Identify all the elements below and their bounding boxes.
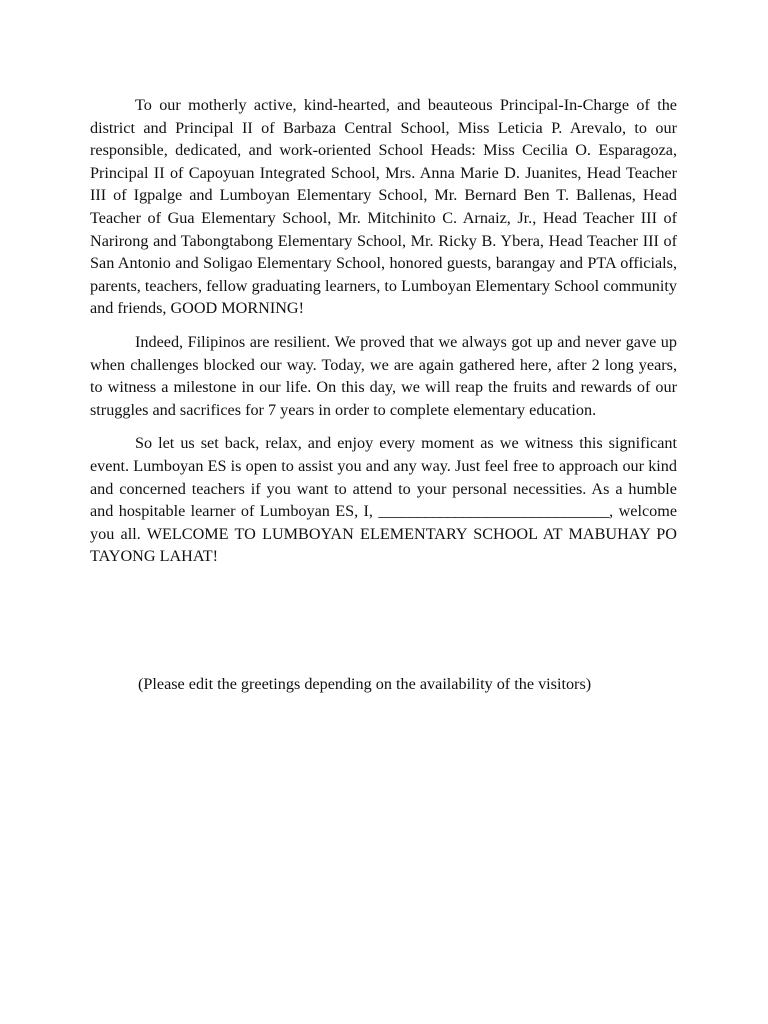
speech-body — [90, 94, 677, 579]
editor-note: (Please edit the greetings depending on the availability of the visitors) — [138, 675, 592, 693]
name-blank-line: ______________________________ — [378, 502, 610, 521]
greeting-paragraph: To our motherly active, kind-hearted, and beauteous Principal-In-Charge of the district and Principal II of Barbaza Central School, Miss Leticia P. Arevalo, to our responsible, dedicated, and work-oriented School Heads: Miss Cecilia O. Esparagoza, Principal II of Capoyuan Integrated School, Mrs. Anna Marie D. Juanites, Head Teacher III of Igpalge and Lumboyan Elementary School, Mr. Bernard Ben T. Ballenas, Head Teacher of Gua Elementary School, Mr. Mitchinito C. Arnaiz, Jr., Head Teacher III of Narirong and Tabongtabong Elementary School, Mr. Ricky B. Ybera, Head Teacher III of San Antonio and Soligao Elementary School, honored guests, barangay and PTA officials, parents, teachers, fellow graduating learners, to Lumboyan Elementary School community and friends, GOOD MORNING! — [90, 96, 677, 318]
resilience-paragraph: Indeed, Filipinos are resilient. We proved that we always got up and never gave up when challenges blocked our way. Today, we are again gathered here, after 2 long years, to witness a milestone in our life. On this day, we will reap the fruits and rewards of our struggles and sacrifices for 7 years in order to complete elementary education. — [90, 332, 677, 419]
welcome-paragraph — [90, 432, 677, 568]
welcome-text-start: So let us set back, relax, and enjoy every moment as we witness this significant event. Lumboyan ES is open to assist you and any way. Just feel free to approach our kind and concerned teachers if you want to attend to your personal necessities. As a humble and hospitable learner of Lumboyan ES, I, — [90, 434, 677, 521]
welcome-text-end: , welcome you all. WELCOME TO LUMBOYAN ELEMENTARY SCHOOL AT MABUHAY PO TAYONG LAHAT! — [90, 502, 678, 566]
